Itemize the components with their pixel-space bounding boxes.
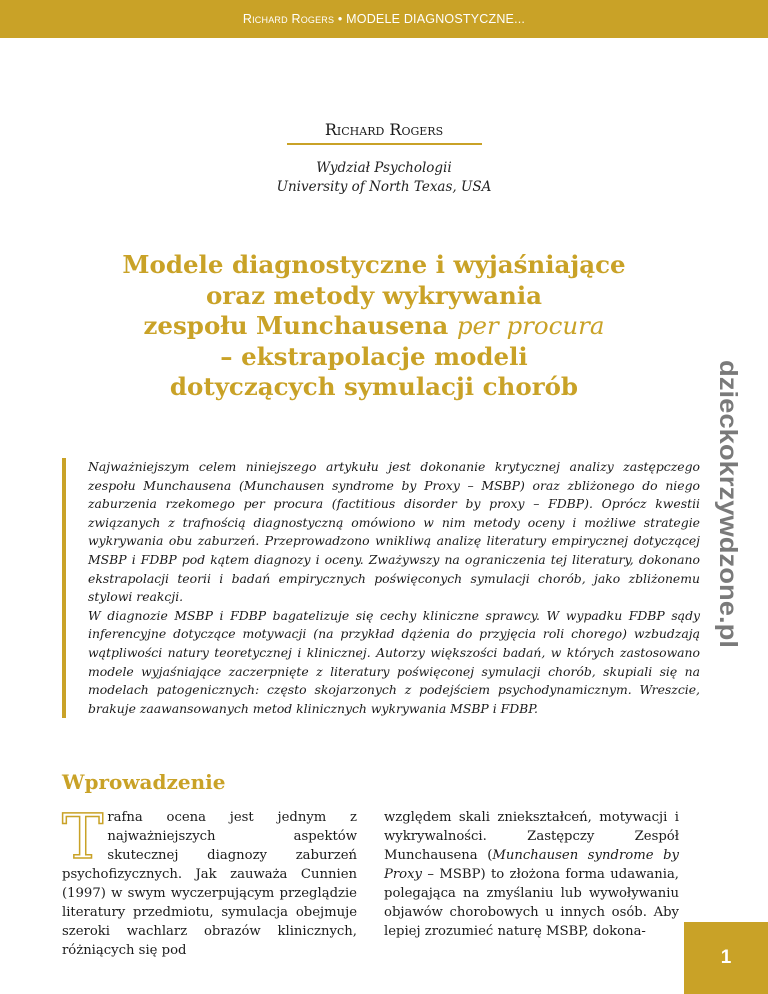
abstract-paragraph-2: W diagnozie MSBP i FDBP bagatelizuje się cechy kliniczne sprawcy. W wypadku FDBP sądy inferencyjne dotyczące motywacji (na przykład dążenia do przyjęcia roli chorego) wzbudzają wątpliwości natury teoretycznej i klinicznej. Autorzy większości badań, w których zastosowano modele wyjaśniające zaczerpnięte z literatury poświęconej symulacji chorób, skupiali się na modelach patogenicznych: często skojarzonych z podejściem psychodynamicznym. Wreszcie, brakuje zaawansowanych metod klinicznych wykrywania MSBP i FDBP. <box>88 607 700 716</box>
page-number: 1 <box>684 922 768 994</box>
right-column-italic: Munchausen syndrome by Proxy <box>384 848 679 882</box>
affiliation-line-2: University of North Texas, USA <box>276 178 492 195</box>
author-rule <box>287 143 482 145</box>
body-column-left <box>62 800 357 960</box>
abstract-paragraph-1: Najważniejszym celem niniejszego artykułu jest dokonanie krytycznej analizy zastępczego zespołu Munchausena (Munchausen syndrome by Proxy – MSBP) oraz zbliżonego do niego zaburzenia rzekomego per procura (factitious disorder by proxy – FDBP). Oprócz kwestii związanych z trafnością diagnostyczną omówiono w nim metody oceny i możliwe strategie wykrywania obu zaburzeń. Przeprowadzono wnikliwą analizę literatury empirycznej dotyczącej MSBP i FDBP pod kątem diagnozy i oceny. Zważywszy na ograniczenia tej literatury, dokonano ekstrapolacji teorii i badań empirycznych poświęconych symulacji chorób, jako zbliżonemu stylowi reakcji. <box>88 459 700 605</box>
drop-cap: T <box>62 800 104 873</box>
title-line-1: Modele diagnostyczne i wyjaśniające <box>122 250 626 279</box>
running-head-separator: • <box>337 12 343 26</box>
title-line-5: dotyczących symulacji chorób <box>169 372 579 401</box>
running-head-author: Richard Rogers <box>242 12 335 26</box>
section-heading: Wprowadzenie <box>62 770 226 794</box>
abstract <box>62 458 700 718</box>
author-block <box>0 118 768 197</box>
running-header <box>0 0 768 38</box>
body-column-right: względem skali zniekształceń, motywacji i wykrywalności. Zastępczy Zespół Munchausena (Munchausen syndrome by Proxy – MSBP) to złożona forma udawania, polegająca na zmyślaniu lub wywoływaniu objawów chorobowych u innych osób. Aby lepiej zrozumieć naturę MSBP, dokona- <box>384 810 679 939</box>
side-watermark-text: dzieckokrzywdzone.pl <box>714 360 742 623</box>
article-title <box>60 250 688 403</box>
title-line-4: – ekstrapolacje modeli <box>220 341 528 371</box>
title-line-2: oraz metody wykrywania <box>205 280 543 310</box>
affiliation-line-1: Wydział Psychologii <box>316 159 452 176</box>
title-line-3: zespołu Munchausena per procura <box>143 311 605 340</box>
author-name: Richard Rogers <box>324 120 444 139</box>
running-head-title: MODELE DIAGNOSTYCZNE... <box>346 12 526 26</box>
left-column-text: rafna ocena jest jednym z najważniejszych aspektów skutecznej diagnozy zaburzeń psychofizycznych. Jak zauważa Cunnien (1997) w swym wyczerpującym przeglądzie literatury przedmiotu, symulacja obejmuje szeroki wachlarz obrazów klinicznych, różniących się pod <box>62 810 357 958</box>
author-affiliation <box>0 159 768 197</box>
